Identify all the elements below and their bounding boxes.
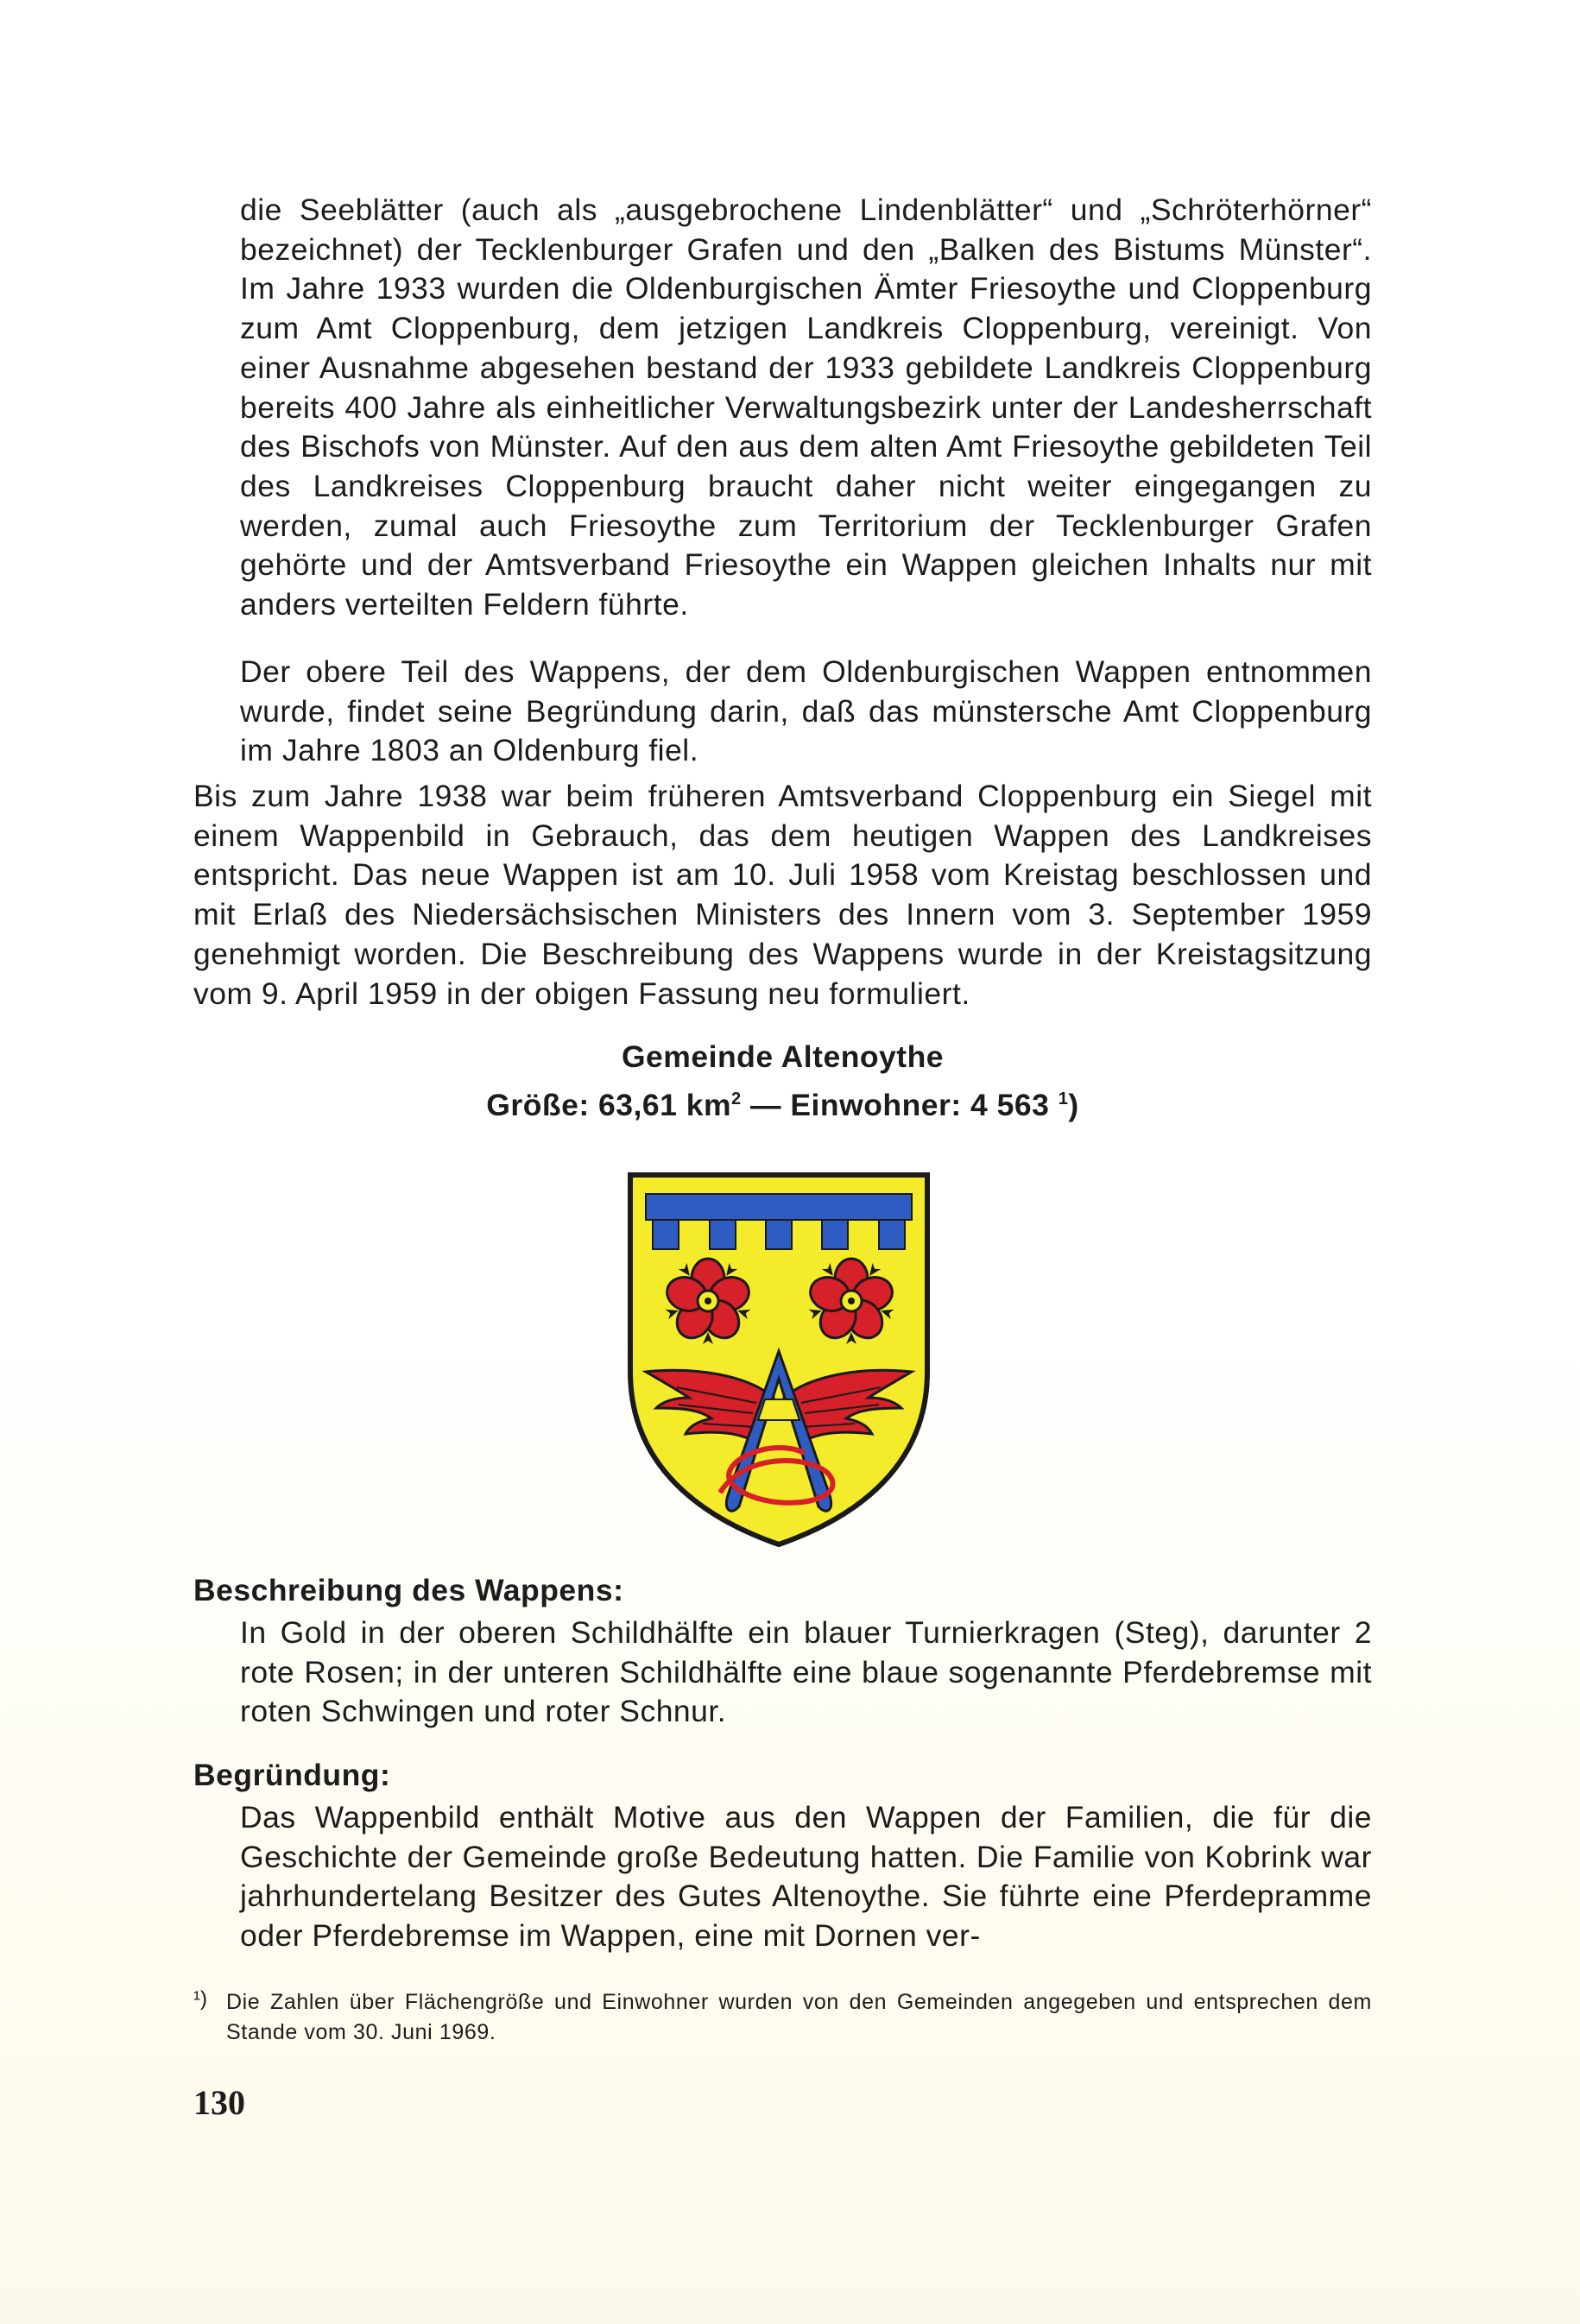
paragraph-history: Bis zum Jahre 1938 war beim früheren Amtsverband Cloppenburg ein Siegel mit einem Wappenbild in Gebrauch, das dem heutigen Wappen des Landkreises entspricht. Das neue Wappen ist am 10. Juli 1958 vom Kreistag beschlossen und mit Erlaß des Niedersächsischen Ministers des Innern vom 3. September 1959 genehmigt worden. Die Beschreibung des Wappens wurde in der Kreistagsitzung vom 9. April 1959 in der obigen Fassung neu formuliert. [193, 779, 1372, 1011]
footnote-mark: ¹) [193, 1987, 207, 2011]
section-stats [193, 1088, 1372, 1123]
stats-population: — Einwohner: 4 563 [741, 1088, 1059, 1122]
reasoning-label: Begründung: [193, 1758, 391, 1792]
paragraph-upper-part: Der obere Teil des Wappens, der dem Oldenburgischen Wappen entnommen wurde, findet seine Begründung darin, daß das münstersche Amt Cloppenburg im Jahre 1803 an Oldenburg fiel. [240, 654, 1372, 768]
page-number: 130 [193, 2083, 245, 2122]
stats-size: Größe: 63,61 km [486, 1088, 732, 1122]
reasoning-text: Das Wappenbild enthält Motive aus den Wappen der Familien, die für die Geschichte der Gemeinde große Bedeutung hatten. Die Familie von Kobrink war jahrhundertelang Besitzer des Gutes Altenoythe. Sie führte eine Pferdepramme oder Pferdebremse im Wappen, eine mit Dornen ver- [240, 1800, 1372, 1954]
stats-unit-sup: 2 [731, 1089, 742, 1109]
coat-of-arms-shield [627, 1171, 931, 1548]
description-text: In Gold in der oberen Schildhälfte ein blauer Turnierkragen (Steg), darunter 2 rote Rosen; in der unteren Schildhälfte eine blaue sogenannte Pferdebremse mit roten Schwingen und roter Schnur. [240, 1615, 1372, 1729]
section-title: Gemeinde Altenoythe [621, 1039, 945, 1074]
footnote-text: Die Zahlen über Flächengröße und Einwohner wurden von den Gemeinden angegeben und entsprechen dem Stande vom 30. Juni 1969. [226, 1990, 1372, 2044]
description-label: Beschreibung des Wappens: [193, 1573, 624, 1607]
stats-footnote-ref: 1 [1058, 1089, 1069, 1109]
stats-close: ) [1068, 1088, 1079, 1122]
paragraph-intro: die Seeblätter (auch als „ausgebrochene Lindenblätter“ und „Schröterhörner“ bezeichnet) der Tecklenburger Grafen und den „Balken des Bistums Münster“. Im Jahre 1933 wurden die Oldenburgischen Ämter Friesoythe und Cloppenburg zum Amt Cloppenburg, dem jetzigen Landkreis Cloppenburg, vereinigt. Von einer Ausnahme abgesehen bestand der 1933 gebildete Landkreis Cloppenburg bereits 400 Jahre als einheitlicher Verwaltungsbezirk unter der Landesherrschaft des Bischofs von Münster. Auf den aus dem alten Amt Friesoythe gebildeten Teil des Landkreises Cloppenburg braucht daher nicht weiter eingegangen zu werden, zumal auch Friesoythe zum Territorium der Tecklenburger Grafen gehörte und der Amtsverband Friesoythe ein Wappen gleichen Inhalts nur mit anders verteilten Feldern führte. [240, 193, 1372, 622]
